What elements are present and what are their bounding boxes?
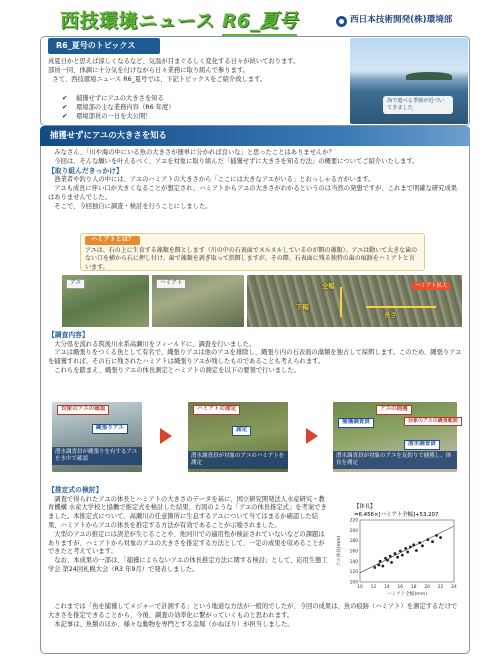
section-title: 【推定式の検討】	[48, 486, 103, 494]
body-line: 大分県を流れる筑後川水系高瀬川をフィールドに、調査を行いました。	[54, 340, 256, 348]
hamiato-label: ハミアト	[156, 279, 186, 289]
company-name: 西日本技術開発(株)環境部	[350, 15, 453, 25]
body-line: 調査で得られたアユの体長とハミアトの大きさのデータを基に、国立研究開発法人水産研究・教育機構 水産大学校と協働で推定式を検討した結果、右図のような「アユの体長推定式」を考案できました。本推定式について、高瀬川の任意箇所に生息するアユについて当てはまるか確認した結果、ハミアトからアユの体長を推定する方法が有効であることが示唆されました。	[48, 495, 327, 529]
body-line: 漁業者や釣り人の中には、アユのハミアトの大きさから「ここには大きなアユがいる」とおっしゃる方がいます。	[54, 176, 375, 184]
data-point	[406, 551, 409, 554]
y-tick-label: 140	[349, 559, 358, 565]
section-title: 【取り組んだきっかけ】	[48, 166, 123, 175]
body-line: そこで、今回独自に調査・検討を行うことにしました。	[54, 202, 212, 210]
kakudai-label: ハミアト拡大	[412, 282, 450, 290]
intro-line: 部員一同、体調に十分気を付けながら日々業務に取り組んで参ります。	[48, 66, 249, 74]
data-point	[412, 543, 415, 546]
topic-item: ✔ 捕獲せずにアユの大きさを知る	[62, 94, 175, 103]
data-point	[379, 560, 382, 563]
x-tick-label: 24	[451, 585, 457, 590]
data-point	[384, 557, 387, 560]
data-point	[418, 541, 421, 544]
y-tick-label: 200	[349, 528, 358, 534]
sub-label-measure: 測定	[232, 426, 251, 436]
body-line: アユは縄張りをつくる魚として有名で、縄張りアユは他のアユを排除し、縄張り内の石表面の藻類を独占して採餌します。このため、縄張りアユを捕獲すれば、その石に残されたハミアトは縄張りアユが残したものであることも考えられます。	[48, 349, 462, 366]
y-axis-label: アユ体長(mm)	[337, 535, 342, 567]
callout-measure: ハミアトの測定	[193, 405, 240, 415]
sub-label-diver: 潜水調査員	[404, 440, 440, 450]
x-tick-label: 16	[397, 585, 404, 590]
issue-label: R6_夏号	[222, 8, 297, 36]
body-line: 大型のアユの推定には誤差が生じることや、他河川での適用性が検証されていないなどの課題はありますが、ハミアトから対象のアユの大きさを推定する方法として、一定の成果を収めることができたと考えています。	[48, 530, 325, 556]
topic-item: ✔ 環境部員の一日を大公開！	[62, 112, 175, 121]
body-line: アユも成長に伴い口が大きくなることが想定され、ハミアトからアユの大きさがわかるというのは当然の発想ですが、これまで明確な研究成果はありませんでした。	[48, 184, 458, 201]
width-arrow	[340, 287, 342, 317]
y-tick-label: 160	[349, 549, 358, 555]
chart-equation: =6.456×[ハミアト全幅]+53.207	[354, 512, 439, 518]
x-tick-label: 18	[410, 585, 417, 590]
topic-item: ✔ 環境部の主な業務内容（R6 年度）	[62, 103, 175, 112]
data-point	[415, 549, 418, 552]
survey-section	[48, 331, 462, 376]
intro-line: 真夏日かと思えば涼しくなるなど、気温が目まぐるしく変化する日々が続いております。	[48, 58, 300, 65]
chart-title: 【体長】	[354, 504, 376, 510]
article-header: 捕獲せずにアユの大きさを知る	[40, 126, 470, 146]
data-point	[435, 534, 438, 537]
x-axis-label: ハミアト全幅(mm)	[386, 592, 428, 597]
island-shape	[406, 72, 452, 80]
data-point	[377, 564, 380, 567]
data-point	[401, 554, 404, 557]
hamiato-tag: ハミアトとは？	[85, 236, 140, 245]
body-line: これらを踏まえ、縄張りアユの体長測定とハミアトの測定を以下の要領で行いました。	[54, 366, 300, 374]
y-tick-label: 100	[349, 580, 358, 586]
callout-confirm: 対象のアユの確認	[57, 405, 109, 415]
flow-arrow-icon	[160, 428, 172, 444]
zenpuku-label: 全幅	[322, 282, 335, 290]
data-point	[389, 555, 392, 558]
callout-capture: アユの捕獲	[376, 405, 412, 415]
estimation-section	[48, 486, 330, 575]
company-logo-icon	[336, 16, 347, 27]
flow-arrow-icon	[306, 428, 318, 444]
topics-header: R6_夏号のトピックス	[48, 38, 160, 54]
data-point	[386, 559, 389, 562]
length-estimation-chart	[334, 498, 460, 598]
x-tick-label: 10	[357, 585, 363, 590]
data-point	[421, 544, 424, 547]
x-tick-label: 22	[437, 585, 444, 590]
caption-capture: 潜水調査員が対象のアユを友釣りで捕獲し、体長を測定	[333, 451, 457, 469]
section-title: 【調査内容】	[48, 331, 89, 339]
caption-measure: 潜水調査員が対象のアユのハミアトを測定	[188, 451, 288, 469]
intro-line: さて、西技環境ニュース R6_夏号では、下記トピックスをご紹介致します。	[52, 75, 267, 83]
topics-list	[62, 94, 175, 121]
length-arrow	[366, 306, 436, 308]
sub-label-ayu: 縄張りアユ	[92, 424, 128, 434]
body-line: なお、本成果の一部は、「捕獲によらないアユの体長推定方法に関する検討」として、応用生態工学会 第24回札幌大会（R3 年9月）で発表しました。	[48, 557, 328, 574]
lead-line: みなさん、「川や海の中にいる魚の大きさが簡単に分かれば良いな」と思ったことはありませんか？	[54, 149, 335, 156]
closing-line: 本記事は、魚類のほか、様々な動物を専門とする金堀（かねほり）が担当しました。	[54, 620, 294, 628]
data-point	[404, 547, 407, 550]
data-point	[399, 550, 402, 553]
data-point	[426, 538, 429, 541]
lead-line: 今回は、そんな願いを叶えるべく、アユを対象に取り組んだ「捕獲せずに大きさを知る方法」の概要についてご紹介いたします。	[54, 157, 419, 165]
newsletter-title: 西技環境ニュース	[60, 10, 216, 32]
y-tick-label: 180	[349, 539, 358, 545]
y-tick-label: 220	[349, 518, 358, 524]
topics-intro	[48, 58, 378, 85]
x-tick-label: 12	[370, 585, 377, 590]
hamiato-text: アユは、石の上に生育する藻類を餌とします（川の中の石表面でヌルヌルしているのが餌の藻類）。アユは動いて大きな歯のない口を横から石に押し付け、歯で藻類を剥ぎ取って摂餌しますが、その際、石表面に残る独特の歯の痕跡をハミアトと言います。	[85, 247, 418, 271]
sub-label-capturer: 捕獲調査員	[338, 418, 374, 428]
caption-confirm: 潜水調査員が縄張りを有するアユを水中で確認	[52, 447, 142, 465]
data-point	[439, 536, 442, 539]
data-point	[396, 556, 399, 559]
sea-photo-caption: 海で遊べる季節が近づいてきました	[383, 96, 453, 114]
y-tick-label: 120	[349, 570, 358, 576]
x-tick-label: 14	[384, 585, 390, 590]
chart-svg	[334, 498, 460, 598]
article-lead	[48, 149, 462, 211]
nagasa-label: 長さ	[384, 311, 397, 319]
x-tick-label: 20	[424, 585, 430, 590]
sub-label-territory: 対象のアユの縄張範囲	[404, 417, 462, 426]
data-point	[409, 545, 412, 548]
data-point	[381, 565, 384, 568]
closing-text	[48, 603, 462, 630]
data-point	[373, 566, 376, 569]
data-point	[431, 540, 434, 543]
data-point	[390, 561, 393, 564]
closing-line: これまでは「魚を捕獲してメジャーで計測する」という地道な方法が一般的でしたが、今回の成果は、魚の痕跡（ハミアト）を測定するだけで大きさを推定できることから、今後、調査の効率化に繋がっていくものと思われます。	[48, 603, 458, 619]
ayu-label: アユ	[66, 279, 85, 289]
kakusen-label: 下幅	[296, 303, 309, 311]
data-point	[394, 552, 397, 555]
